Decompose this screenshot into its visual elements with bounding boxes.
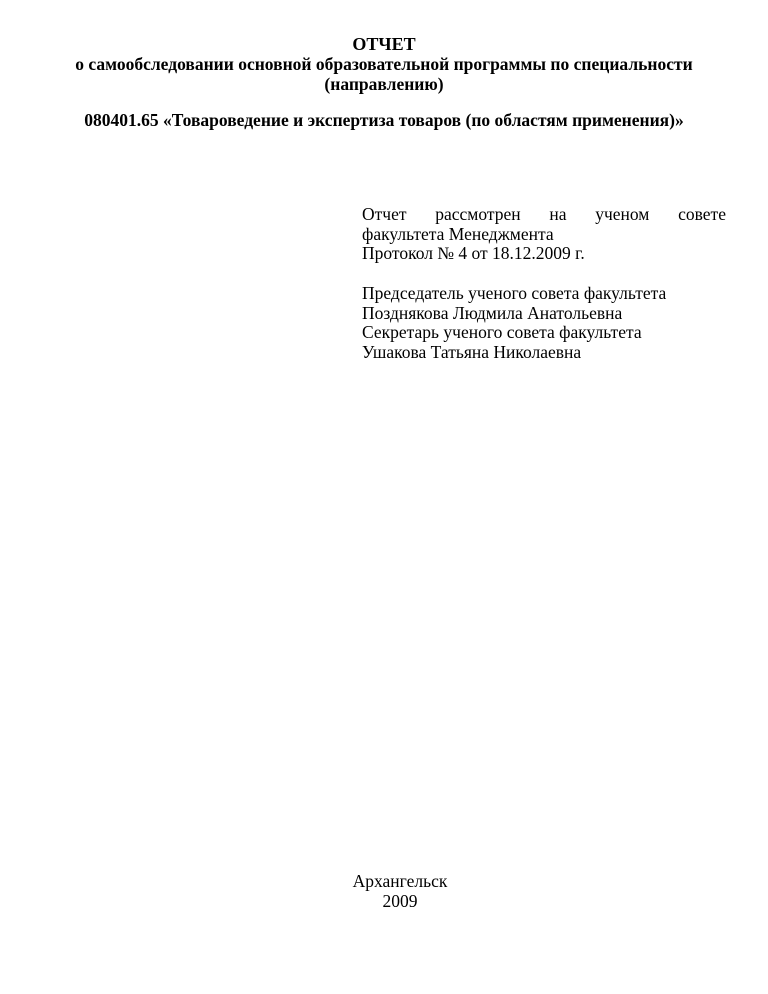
program-title-text: 080401.65 «Товароведение и экспертиза товаров (по областям применения)» xyxy=(84,110,684,130)
footer-city: Архангельск xyxy=(352,871,448,891)
review-protocol: Протокол № 4 от 18.12.2009 г. xyxy=(362,243,585,263)
review-line-1 xyxy=(362,205,726,225)
secretary-name: Ушакова Татьяна Николаевна xyxy=(362,341,582,362)
chair-title: Председатель ученого совета факультета xyxy=(362,283,667,303)
council-info xyxy=(362,284,726,362)
report-subtitle xyxy=(40,54,728,94)
report-title-text: ОТЧЕТ xyxy=(352,34,416,54)
secretary-title: Секретарь ученого совета факультета xyxy=(362,322,642,342)
report-title xyxy=(40,34,728,54)
document-footer xyxy=(200,871,600,911)
report-subtitle-line-1: о самообследовании основной образовательной программы по специальности xyxy=(75,54,693,74)
program-title xyxy=(40,110,728,130)
review-word: Отчет xyxy=(362,204,407,224)
review-word: на xyxy=(549,204,567,224)
chair-name: Позднякова Людмила Анатольевна xyxy=(362,302,623,323)
report-subtitle-line-2: (направлению) xyxy=(324,74,444,94)
review-word: совете xyxy=(678,204,726,224)
footer-year: 2009 xyxy=(382,891,418,911)
review-line-2: факультета Менеджмента xyxy=(362,223,554,244)
review-word: ученом xyxy=(595,204,650,224)
review-info xyxy=(362,205,726,264)
review-word: рассмотрен xyxy=(435,204,521,224)
